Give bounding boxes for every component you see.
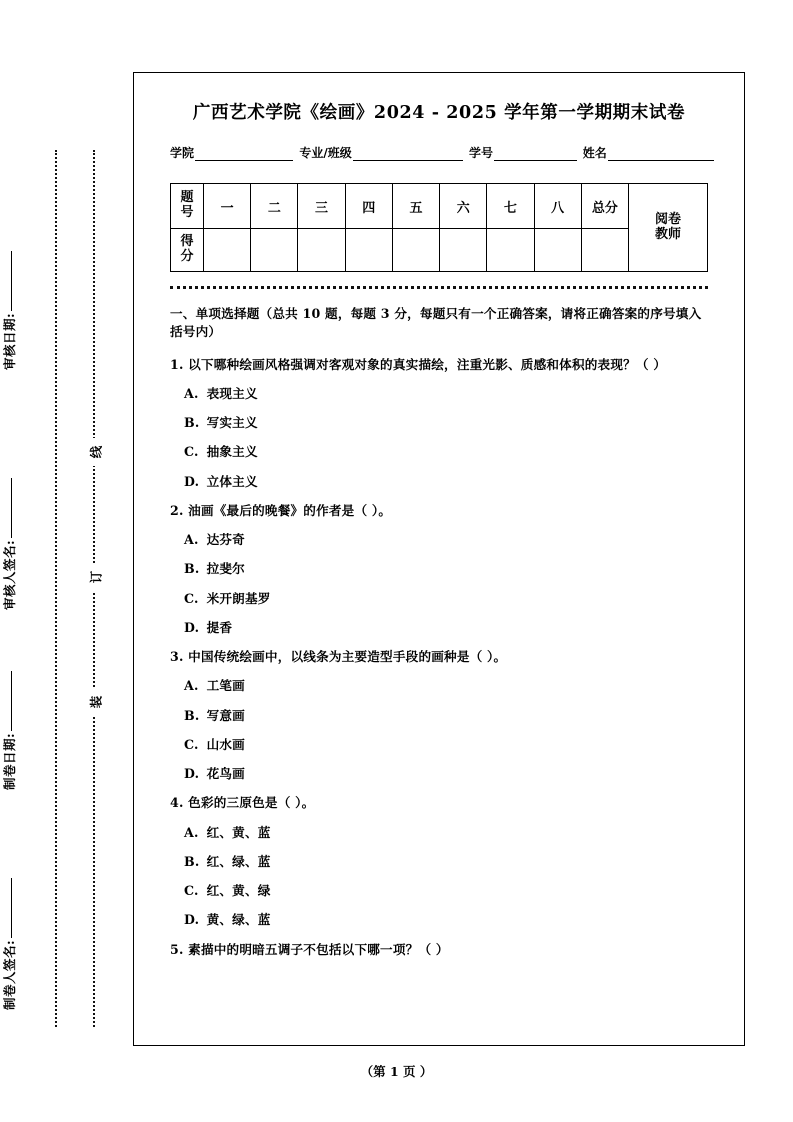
score-cell-7[interactable] <box>487 229 534 272</box>
score-col-total: 总分 <box>581 184 628 229</box>
question-1-choice-c-letter: C. <box>184 444 199 460</box>
left-margin-labels <box>0 0 70 1122</box>
student-info-line <box>156 144 722 161</box>
question-1-choice-a-letter: A. <box>184 385 199 401</box>
question-3-choice-c[interactable] <box>184 736 708 754</box>
score-cell-total[interactable] <box>581 229 628 272</box>
info-label-name: 姓名 <box>582 146 607 160</box>
question-1-choice-c[interactable] <box>184 443 708 461</box>
margin-label-review-date-text: 审核日期: <box>2 312 17 370</box>
seam-char-pack <box>84 688 106 716</box>
question-2-choice-b[interactable] <box>184 560 708 578</box>
question-2-choice-c[interactable] <box>184 590 708 608</box>
question-1-text: 以下哪种绘画风格强调对客观对象的真实描绘，注重光影、质感和体积的表现？（ ） <box>188 356 667 372</box>
seam-dotted-line-outer <box>55 150 57 1027</box>
question-4-choice-a-text: 红、黄、蓝 <box>206 824 271 840</box>
score-col-1: 一 <box>204 184 251 229</box>
question-2-choice-a-text: 达芬奇 <box>206 532 245 547</box>
page-number-label: （第 1 页 ） <box>360 1064 433 1079</box>
question-2-choice-c-letter: C. <box>184 590 199 606</box>
margin-label-paper-maker-sign <box>0 710 18 1010</box>
question-2-choice-b-letter: B. <box>184 561 200 577</box>
margin-label-paper-maker-date-text: 制卷日期: <box>2 732 17 790</box>
question-1-choice-b[interactable] <box>184 414 708 432</box>
question-4 <box>170 794 708 812</box>
question-4-choice-a-letter: A. <box>184 824 199 840</box>
question-2-text: 油画《最后的晚餐》的作者是（ ）。 <box>188 502 392 518</box>
question-3-choice-b-letter: B. <box>184 707 200 723</box>
question-1 <box>170 356 708 374</box>
question-3-choice-c-text: 山水画 <box>206 736 245 752</box>
question-4-choice-d[interactable] <box>184 911 708 929</box>
section-heading: 一、单项选择题（总共 10 题，每题 3 分，每题只有一个正确答案，请将正确答案的序号填入括号内） <box>170 306 702 340</box>
question-3-choice-d[interactable] <box>184 765 708 783</box>
question-2-choice-a-letter: A. <box>184 532 199 547</box>
question-4-choice-c[interactable] <box>184 882 708 900</box>
score-cell-8[interactable] <box>534 229 581 272</box>
info-label-college: 学院 <box>170 146 195 160</box>
question-2-number: 2. <box>170 502 184 518</box>
question-1-choice-b-letter: B. <box>184 415 200 430</box>
seam-char-bind-text: 订 <box>87 570 103 584</box>
seam-char-bind <box>84 563 106 591</box>
question-3-choice-a-letter: A. <box>184 678 199 694</box>
question-1-choice-d[interactable] <box>184 473 708 491</box>
question-1-choice-d-letter: D. <box>184 473 200 489</box>
question-3-choice-a-text: 工笔画 <box>206 678 245 694</box>
score-table-wrapper <box>156 183 722 272</box>
score-col-6: 六 <box>440 184 487 229</box>
question-4-choice-c-letter: C. <box>184 883 199 898</box>
score-cell-6[interactable] <box>440 229 487 272</box>
score-table-stub-question <box>171 184 204 229</box>
seam-char-pack-text: 装 <box>87 695 103 709</box>
grading-teacher-char1: 阅卷 <box>654 211 681 227</box>
score-cell-4[interactable] <box>345 229 392 272</box>
margin-label-reviewer-sign-text: 审核人签名: <box>2 539 17 610</box>
stub-score-char1: 得 <box>180 234 194 250</box>
question-5 <box>170 941 708 959</box>
question-2-choice-d-letter: D. <box>184 619 200 635</box>
question-2-choice-d[interactable] <box>184 619 708 637</box>
score-table <box>170 183 708 272</box>
score-col-3: 三 <box>298 184 345 229</box>
stub-question-char1: 题 <box>180 190 194 206</box>
question-1-choice-a[interactable] <box>184 385 708 403</box>
question-3-choice-d-text: 花鸟画 <box>206 766 245 781</box>
college-input[interactable] <box>195 147 293 161</box>
margin-label-paper-maker-sign-blank <box>11 878 12 938</box>
question-4-text: 色彩的三原色是（ ）。 <box>188 795 315 811</box>
exam-paper-box <box>133 72 745 1046</box>
question-3-number: 3. <box>170 649 184 664</box>
question-4-choice-b-text: 红、绿、蓝 <box>206 853 271 869</box>
score-cell-5[interactable] <box>392 229 439 272</box>
question-3-choice-b-text: 写意画 <box>206 707 245 723</box>
page-title: 广西艺术学院《绘画》2024 - 2025 学年第一学期期末试卷 <box>192 103 686 123</box>
margin-label-paper-maker-sign-text: 制卷人签名: <box>2 939 17 1010</box>
question-5-number: 5. <box>170 941 184 957</box>
score-col-4: 四 <box>345 184 392 229</box>
page-footer <box>0 1062 793 1080</box>
question-5-text: 素描中的明暗五调子不包括以下哪一项？（ ） <box>188 941 449 957</box>
grading-teacher-char2: 教师 <box>654 226 681 242</box>
question-3-choice-d-letter: D. <box>184 766 200 781</box>
score-col-5: 五 <box>392 184 439 229</box>
question-2-choice-a[interactable] <box>184 531 708 549</box>
score-col-8: 八 <box>534 184 581 229</box>
score-table-stub-score <box>171 229 204 272</box>
score-cell-1[interactable] <box>204 229 251 272</box>
info-label-studentid: 学号 <box>469 146 494 160</box>
stub-score-char2: 分 <box>180 249 194 264</box>
margin-label-review-date-blank <box>11 251 12 311</box>
question-2-choice-c-text: 米开朗基罗 <box>206 590 271 606</box>
question-3-text: 中国传统绘画中，以线条为主要造型手段的画种是（ ）。 <box>188 649 507 664</box>
question-3-choice-c-letter: C. <box>184 736 199 752</box>
question-2-choice-d-text: 提香 <box>206 619 233 635</box>
score-cell-3[interactable] <box>298 229 345 272</box>
student-name-input[interactable] <box>608 147 714 161</box>
question-4-number: 4. <box>170 795 184 811</box>
question-4-choice-d-letter: D. <box>184 912 200 928</box>
score-col-grading-teacher <box>629 184 708 272</box>
question-1-choice-d-text: 立体主义 <box>206 473 258 489</box>
question-1-number: 1. <box>170 356 184 372</box>
question-4-choice-c-text: 红、黄、绿 <box>206 883 271 898</box>
score-cell-2[interactable] <box>251 229 298 272</box>
seam-char-line-text: 线 <box>87 445 103 459</box>
dotted-separator <box>170 286 708 289</box>
question-4-choice-a[interactable] <box>184 824 708 842</box>
score-col-7: 七 <box>487 184 534 229</box>
question-4-choice-b-letter: B. <box>184 853 200 869</box>
question-3 <box>170 648 708 666</box>
question-body <box>156 305 722 959</box>
question-3-choice-b[interactable] <box>184 707 708 725</box>
question-3-choice-a[interactable] <box>184 677 708 695</box>
table-row-question-numbers <box>171 184 708 229</box>
seam-char-line <box>84 438 106 466</box>
question-4-choice-d-text: 黄、绿、蓝 <box>206 912 271 928</box>
question-1-choice-c-text: 抽象主义 <box>206 444 258 460</box>
question-2 <box>170 502 708 520</box>
score-col-2: 二 <box>251 184 298 229</box>
stub-question-char2: 号 <box>180 205 194 220</box>
question-1-choice-b-text: 写实主义 <box>206 415 258 430</box>
student-id-input[interactable] <box>494 147 577 161</box>
major-class-input[interactable] <box>353 147 463 161</box>
question-1-choice-a-text: 表现主义 <box>206 385 258 401</box>
question-2-choice-b-text: 拉斐尔 <box>206 561 245 577</box>
table-row-scores <box>171 229 708 272</box>
info-label-major: 专业/班级 <box>299 146 352 160</box>
question-4-choice-b[interactable] <box>184 853 708 871</box>
